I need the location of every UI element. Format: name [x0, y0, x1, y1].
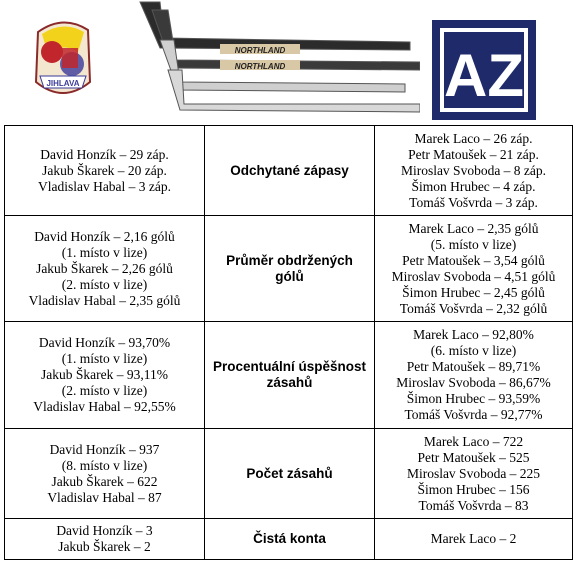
cell-line: (2. místo v lize)	[61, 276, 148, 292]
table-row	[5, 429, 573, 519]
cell-line: David Honzík – 2,16 gólů	[34, 228, 175, 244]
cell-line: Jakub Škarek – 622	[51, 473, 158, 489]
category-cell	[205, 322, 375, 429]
table-row	[5, 322, 573, 429]
stick-text-2: NORTHLAND	[234, 62, 286, 71]
cell-line: Petr Matoušek – 525	[417, 449, 530, 465]
cell-line: Marek Laco – 26 záp.	[414, 130, 533, 146]
cell-line: (2. místo v lize)	[61, 383, 148, 398]
cell-line: Marek Laco – 722	[423, 433, 524, 449]
table-row	[5, 126, 573, 216]
cell-line: Jakub Škarek – 2,26 gólů	[36, 260, 173, 276]
cell-line: (1. místo v lize)	[61, 351, 148, 366]
stick-text-1: NORTHLAND	[234, 46, 286, 55]
category-cell	[205, 216, 375, 322]
category-cell	[205, 519, 375, 560]
opponent-goalies-cell	[375, 519, 573, 560]
cell-line: (6. místo v lize)	[430, 343, 517, 358]
cell-line: Šimon Hrubec – 93,59%	[406, 391, 541, 406]
cell-line: zásahů	[266, 375, 313, 390]
cell-line: David Honzík – 29 záp.	[40, 146, 169, 162]
jihlava-logo	[28, 12, 98, 107]
jihlava-logo-text: JIHLAVA	[46, 79, 80, 88]
cell-line: Miroslav Svoboda – 86,67%	[396, 375, 551, 390]
cell-line: Petr Matoušek – 3,54 gólů	[402, 252, 545, 268]
cell-line: Jakub Škarek – 20 záp.	[42, 162, 167, 178]
cell-line: Jakub Škarek – 93,11%	[41, 367, 168, 382]
opponent-goalies-cell	[375, 216, 573, 322]
cell-line: Tomáš Vošvrda – 92,77%	[404, 407, 543, 422]
category-cell	[205, 429, 375, 519]
opponent-goalies-cell	[375, 322, 573, 429]
cell-line: Marek Laco – 92,80%	[413, 327, 534, 342]
cell-line: (1. místo v lize)	[61, 244, 148, 260]
cell-line: Miroslav Svoboda – 8 záp.	[400, 162, 547, 178]
cell-line: Miroslav Svoboda – 225	[406, 465, 541, 481]
header-images	[0, 0, 576, 122]
cell-line: Marek Laco – 2	[430, 531, 517, 546]
cell-line: Tomáš Vošvrda – 3 záp.	[409, 194, 538, 210]
jihlava-goalies-cell	[5, 216, 205, 322]
cell-line: Vladislav Habal – 2,35 gólů	[28, 292, 181, 308]
az-logo-text: AZ	[444, 42, 524, 109]
cell-line: David Honzík – 93,70%	[38, 335, 171, 350]
table-row	[5, 519, 573, 560]
category-cell	[205, 126, 375, 216]
jihlava-goalies-cell	[5, 519, 205, 560]
goalie-stats-table	[4, 125, 573, 560]
cell-line: gólů	[275, 268, 304, 284]
jihlava-goalies-cell	[5, 322, 205, 429]
cell-line: Vladislav Habal – 3 záp.	[37, 178, 172, 194]
cell-line: Jakub Škarek – 2	[58, 539, 151, 554]
az-logo	[432, 20, 536, 120]
cell-line: Odchytané zápasy	[230, 162, 349, 178]
cell-line: Průměr obdržených	[226, 252, 353, 268]
cell-line: Petr Matoušek – 89,71%	[406, 359, 541, 374]
cell-line: Šimon Hrubec – 2,45 gólů	[402, 284, 545, 300]
cell-line: (5. místo v lize)	[430, 236, 517, 252]
cell-line: Miroslav Svoboda – 4,51 gólů	[391, 268, 556, 284]
cell-line: Vladislav Habal – 92,55%	[33, 399, 176, 414]
cell-line: Procentuální úspěšnost	[212, 359, 367, 374]
jihlava-goalies-cell	[5, 126, 205, 216]
cell-line: Marek Laco – 2,35 gólů	[408, 220, 539, 236]
cell-line: David Honzík – 937	[49, 441, 160, 457]
cell-line: David Honzík – 3	[56, 523, 153, 538]
cell-line: Petr Matoušek – 21 záp.	[408, 146, 539, 162]
cell-line: Počet zásahů	[246, 465, 333, 481]
cell-line: Tomáš Vošvrda – 83	[418, 497, 529, 513]
cell-line: Čistá konta	[253, 531, 326, 546]
jihlava-goalies-cell	[5, 429, 205, 519]
cell-line: Šimon Hrubec – 156	[417, 481, 530, 497]
cell-line: Vladislav Habal – 87	[47, 489, 162, 505]
cell-line: Šimon Hrubec – 4 záp.	[411, 178, 536, 194]
cell-line: (8. místo v lize)	[61, 457, 148, 473]
goalie-sticks-image	[120, 0, 420, 120]
opponent-goalies-cell	[375, 429, 573, 519]
cell-line: Tomáš Vošvrda – 2,32 gólů	[399, 300, 548, 316]
table-row	[5, 216, 573, 322]
opponent-goalies-cell	[375, 126, 573, 216]
